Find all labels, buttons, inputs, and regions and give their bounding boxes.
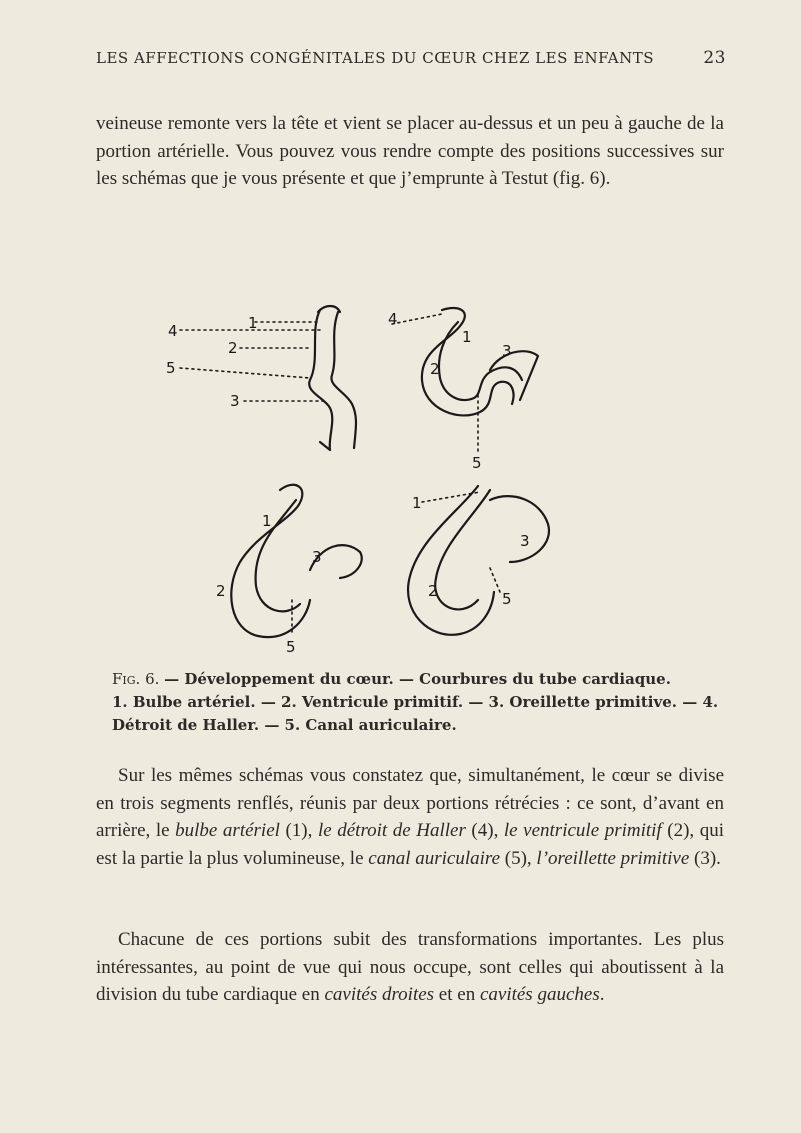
schema-a-label-5: 5 <box>166 359 176 377</box>
term-detroit-haller: le détroit de Haller <box>317 820 466 841</box>
schema-b <box>388 308 538 472</box>
schema-b-label-2: 2 <box>430 360 440 378</box>
schema-b-label-5: 5 <box>472 454 482 472</box>
schema-c-label-5: 5 <box>286 638 296 656</box>
schema-d-label-3: 3 <box>520 532 530 550</box>
paragraph-1: veineuse remonte vers la tête et vient se placer au-dessus et un peu à gauche de la portion artérielle. Vous pouvez vous rendre compte des positions successives sur les schémas que je vous présente et que j’emprunte à Testut (fig. 6). <box>96 113 724 189</box>
schema-c-label-3: 3 <box>312 548 322 566</box>
schema-a-tube-inner <box>331 312 356 448</box>
schema-a-label-2: 2 <box>228 339 238 357</box>
schema-b-label-4: 4 <box>388 310 398 328</box>
caption-line-1 <box>96 668 724 691</box>
term-cavites-droites: cavités droites <box>324 984 435 1005</box>
schema-d-label-2: 2 <box>428 582 438 600</box>
schema-a <box>166 306 356 450</box>
p3-connector: et en <box>438 984 476 1005</box>
p3-end: . <box>599 984 605 1005</box>
running-header <box>96 48 726 68</box>
term-canal-auriculaire: canal auriculaire <box>368 847 501 869</box>
schema-a-label-1: 1 <box>248 314 258 332</box>
schema-a-label-3: 3 <box>230 392 240 410</box>
schema-c-tube <box>231 485 310 637</box>
schema-a-top <box>318 306 340 312</box>
heart-tube-schematics <box>160 300 640 660</box>
p2-ref-3: (3). <box>694 847 721 869</box>
caption-item-4: — 4. Détroit de Haller. <box>112 693 719 734</box>
caption-item-2: — 2. Ventricule primitif. <box>260 693 464 711</box>
schema-d-atrium <box>490 496 549 562</box>
schema-c-label-2: 2 <box>216 582 226 600</box>
term-bulbe-arteriel: bulbe artériel <box>175 820 280 841</box>
caption-fig-label: Fig. 6. <box>112 670 160 688</box>
schema-d-inner <box>435 490 490 609</box>
schema-a-label-4: 4 <box>168 322 178 340</box>
paragraph-3 <box>96 926 724 1009</box>
caption-title: — Développement du cœur. — Courbures du tube cardiaque. <box>164 670 671 688</box>
schema-b-label-3: 3 <box>502 342 512 360</box>
p2-ref-1: (1), <box>285 820 313 841</box>
p2-ref-5: (5), <box>504 847 532 869</box>
page-number: 23 <box>703 48 726 68</box>
term-ventricule-primitif: le ventricule primitif <box>503 820 662 841</box>
p2-ref-2: (2), qui est la partie la plus volumineuse, le <box>96 820 725 869</box>
p2-intro: Sur les mêmes schémas vous constatez que, simultanément, le cœur se divise en trois segments renflés, réunis par deux portions rétrécies : ce sont, d’avant en arrière, le <box>96 765 724 841</box>
schema-a-tube-outer <box>309 310 332 450</box>
schema-d-label-1: 1 <box>412 494 422 512</box>
schema-c-label-1: 1 <box>262 512 272 530</box>
caption-item-5: — 5. Canal auriculaire. <box>264 716 457 734</box>
schema-d <box>408 486 549 635</box>
figure-6-heart-tube-diagrams <box>160 300 640 660</box>
schema-c <box>216 485 362 656</box>
caption-item-3: — 3. Oreillette primitive. <box>468 693 677 711</box>
caption-item-1: 1. Bulbe artériel. <box>112 693 256 711</box>
p2-ref-4: (4), <box>471 820 499 841</box>
p3-text: Chacune de ces portions subit des transformations importantes. Les plus intéressantes, au point de vue qui nous occupe, sont celles qui aboutissent à la division du tube cardiaque en <box>96 929 724 1005</box>
schema-b-label-1: 1 <box>462 328 472 346</box>
caption-line-2 <box>96 691 724 737</box>
figure-caption <box>96 668 724 737</box>
running-title: LES AFFECTIONS CONGÉNITALES DU CŒUR CHEZ LES ENFANTS <box>96 49 655 67</box>
paragraph-2 <box>96 762 724 872</box>
schema-d-label-5: 5 <box>502 590 512 608</box>
term-oreillette-primitive: l’oreillette primitive <box>536 847 690 869</box>
term-cavites-gauches: cavités gauches <box>479 984 600 1005</box>
